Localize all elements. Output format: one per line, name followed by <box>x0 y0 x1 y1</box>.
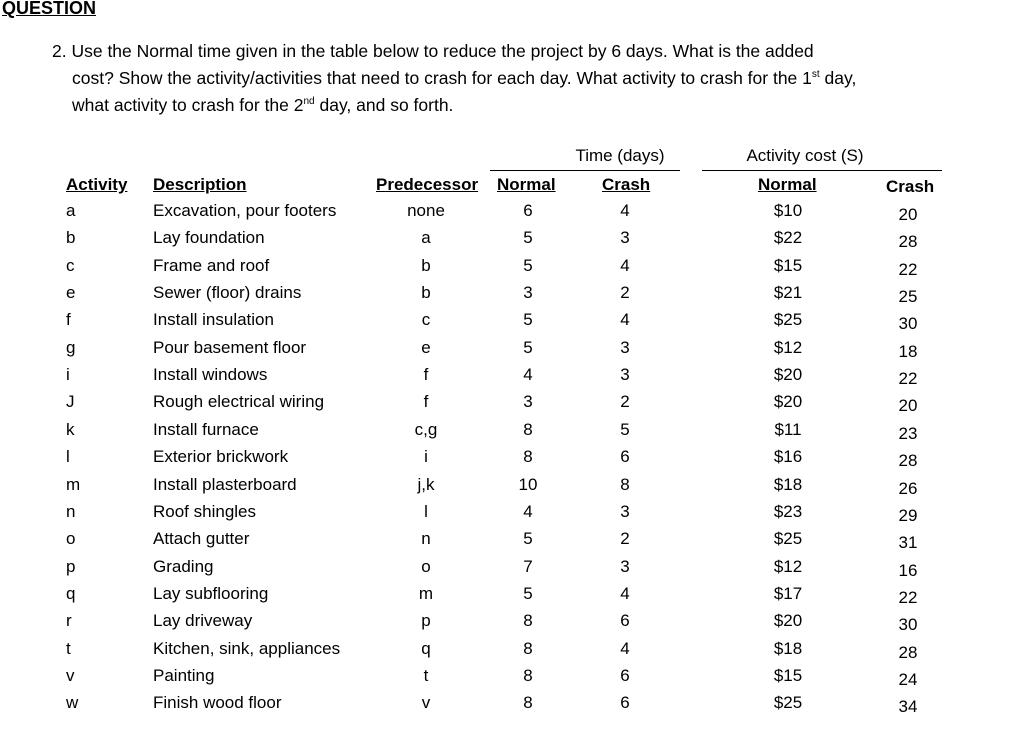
cell-crash-cost: 20 <box>898 396 918 416</box>
question-line-3-text: what activity to crash for the 2 <box>72 95 304 115</box>
cell-activity: q <box>66 583 76 603</box>
table-row <box>0 475 1024 502</box>
cell-normal-cost: $20 <box>773 365 803 385</box>
cell-predecessor: i <box>424 447 428 467</box>
cell-predecessor: none <box>407 201 445 220</box>
table-row <box>0 392 1024 419</box>
cell-activity: o <box>66 529 76 549</box>
cell-crash-time: 6 <box>620 665 630 685</box>
time-group-rule <box>490 170 680 171</box>
cell-description: Kitchen, sink, appliances <box>153 638 341 658</box>
table-row <box>0 365 1024 392</box>
cell-activity: v <box>66 665 75 685</box>
cell-crash-time: 2 <box>620 529 630 549</box>
cell-description: Attach gutter <box>153 529 250 549</box>
cell-crash-cost: 22 <box>898 259 918 279</box>
table-row <box>0 693 1024 720</box>
cell-crash-time: 2 <box>620 283 630 303</box>
cell-crash-time: 6 <box>620 611 630 631</box>
cell-normal-time: 3 <box>523 283 533 303</box>
cell-predecessor: f <box>423 392 429 412</box>
cell-crash-time: 3 <box>620 228 630 248</box>
cell-activity: p <box>66 556 76 576</box>
cell-description: Install windows <box>153 365 268 385</box>
cell-normal-cost: $12 <box>773 337 803 357</box>
cell-description: Pour basement floor <box>153 337 307 357</box>
table-row <box>0 420 1024 447</box>
cell-predecessor: e <box>421 337 431 357</box>
cell-crash-time: 4 <box>620 310 630 330</box>
cell-predecessor: f <box>423 365 429 385</box>
cell-normal-cost: $11 <box>774 419 802 439</box>
cell-predecessor: l <box>424 501 428 521</box>
cell-description: Grading <box>153 556 214 576</box>
question-text <box>52 38 952 119</box>
cell-crash-time: 4 <box>620 201 630 220</box>
cell-normal-cost: $10 <box>773 201 803 220</box>
cell-predecessor: t <box>423 665 429 685</box>
table-row <box>0 447 1024 474</box>
cell-predecessor: o <box>421 556 431 576</box>
cell-crash-cost: 28 <box>898 451 918 471</box>
cell-activity: n <box>66 501 76 521</box>
cell-description: Frame and roof <box>153 255 270 275</box>
cell-normal-cost: $23 <box>773 501 803 521</box>
table-row <box>0 338 1024 365</box>
cell-description: Sewer (floor) drains <box>153 283 302 303</box>
cell-normal-time: 8 <box>523 693 533 713</box>
cell-crash-cost: 23 <box>898 423 918 443</box>
cell-crash-cost: 29 <box>898 505 918 525</box>
table-row <box>0 310 1024 337</box>
cell-crash-cost: 31 <box>898 533 918 553</box>
table-row <box>0 611 1024 638</box>
cell-crash-cost: 22 <box>898 369 918 389</box>
cell-normal-time: 8 <box>523 419 533 439</box>
cell-activity: k <box>66 419 75 439</box>
cell-normal-cost: $16 <box>773 447 803 467</box>
cell-normal-time: 5 <box>523 583 533 603</box>
cell-activity: a <box>66 201 76 220</box>
question-line-2-tail: day, <box>819 68 857 88</box>
cell-predecessor: b <box>421 255 431 275</box>
cell-normal-cost: $18 <box>773 474 803 494</box>
cell-activity: t <box>66 638 71 658</box>
cell-normal-cost: $25 <box>773 529 803 549</box>
cell-predecessor: n <box>421 529 431 549</box>
cell-normal-time: 5 <box>523 529 533 549</box>
cell-normal-cost: $12 <box>773 556 803 576</box>
cell-normal-time: 3 <box>523 392 533 412</box>
table-row <box>0 557 1024 584</box>
cell-description: Lay driveway <box>153 611 253 631</box>
cell-normal-cost: $18 <box>773 638 803 658</box>
cell-normal-cost: $20 <box>773 392 803 412</box>
cell-predecessor: a <box>421 228 431 248</box>
cell-crash-cost: 34 <box>898 697 918 717</box>
cell-normal-time: 5 <box>523 228 533 248</box>
cell-normal-cost: $21 <box>773 283 803 303</box>
cell-description: Exterior brickwork <box>153 447 289 467</box>
cell-description: Rough electrical wiring <box>153 392 325 412</box>
cell-normal-time: 4 <box>523 501 533 521</box>
table-row <box>0 639 1024 666</box>
cell-crash-cost: 28 <box>898 232 918 252</box>
cell-activity: J <box>66 392 75 412</box>
cell-normal-cost: $25 <box>773 693 803 713</box>
cell-description: Lay foundation <box>153 228 265 248</box>
cell-normal-time: 8 <box>523 638 533 658</box>
cell-normal-cost: $20 <box>773 611 803 631</box>
cell-crash-time: 4 <box>620 255 630 275</box>
cell-activity: l <box>66 447 70 467</box>
cell-predecessor: c <box>421 310 431 330</box>
question-line-3 <box>52 92 952 119</box>
table-row <box>0 584 1024 611</box>
col-header-predecessor: Predecessor <box>376 175 479 194</box>
cell-crash-cost: 24 <box>898 669 918 689</box>
cell-crash-time: 3 <box>620 365 630 385</box>
cell-normal-time: 10 <box>518 474 538 494</box>
table-row <box>0 529 1024 556</box>
cell-crash-cost: 20 <box>898 205 918 224</box>
cell-predecessor: j,k <box>417 474 435 494</box>
cell-description: Install insulation <box>153 310 274 330</box>
cell-crash-cost: 25 <box>898 287 918 307</box>
cell-normal-time: 5 <box>523 310 533 330</box>
col-header-normal-cost: Normal <box>758 175 817 194</box>
cell-predecessor: b <box>421 283 431 303</box>
cell-description: Install plasterboard <box>153 474 297 494</box>
cell-normal-time: 8 <box>523 611 533 631</box>
cell-activity: f <box>66 310 71 330</box>
col-header-normal-time: Normal <box>497 175 556 194</box>
cost-group-header: Activity cost (S) <box>746 146 864 165</box>
cell-activity: w <box>66 693 79 713</box>
question-line-1: 2. Use the Normal time given in the table below to reduce the project by 6 days. What is the added <box>52 41 814 61</box>
cell-description: Install furnace <box>153 419 259 439</box>
question-line-3-tail: day, and so forth. <box>314 95 454 115</box>
table-row <box>0 502 1024 529</box>
cell-activity: i <box>66 365 70 385</box>
cell-description: Roof shingles <box>153 501 257 521</box>
cell-normal-cost: $25 <box>773 310 803 330</box>
cell-activity: m <box>66 474 81 494</box>
cell-normal-time: 5 <box>523 337 533 357</box>
cell-description: Lay subflooring <box>153 583 269 603</box>
cell-crash-cost: 30 <box>898 314 918 334</box>
cell-normal-time: 4 <box>523 365 533 385</box>
table-row <box>0 666 1024 693</box>
table-row <box>0 256 1024 283</box>
page-heading: QUESTION <box>2 0 97 18</box>
cell-predecessor: q <box>421 638 431 658</box>
cell-description: Excavation, pour footers <box>153 201 337 220</box>
cell-crash-time: 8 <box>620 474 630 494</box>
cell-normal-time: 6 <box>523 201 533 220</box>
question-line-2-text: cost? Show the activity/activities that need to crash for each day. What activity to crash for the 1 <box>72 68 812 88</box>
cell-activity: c <box>66 255 75 275</box>
cell-crash-cost: 16 <box>898 560 918 580</box>
cell-crash-time: 4 <box>620 583 630 603</box>
cell-predecessor: c,g <box>414 419 438 439</box>
cell-crash-time: 4 <box>620 638 630 658</box>
col-header-description: Description <box>153 175 247 194</box>
cell-predecessor: p <box>421 611 431 631</box>
cell-crash-time: 3 <box>620 501 630 521</box>
cell-crash-cost: 28 <box>898 642 918 662</box>
cell-crash-time: 6 <box>620 693 630 713</box>
ordinal-suffix-2nd: nd <box>303 96 315 107</box>
cost-group-rule <box>702 170 942 171</box>
question-line-2 <box>52 65 952 92</box>
cell-crash-cost: 26 <box>898 478 918 498</box>
cell-crash-cost: 30 <box>898 615 918 635</box>
cell-crash-time: 2 <box>620 392 630 412</box>
cell-normal-cost: $15 <box>773 665 803 685</box>
cell-crash-time: 3 <box>620 556 630 576</box>
cell-activity: b <box>66 228 76 248</box>
cell-description: Finish wood floor <box>153 693 282 713</box>
cell-predecessor: m <box>418 583 434 603</box>
cell-activity: g <box>66 337 76 357</box>
col-header-crash-cost: Crash <box>886 177 935 196</box>
col-header-activity: Activity <box>66 175 128 194</box>
cell-normal-time: 7 <box>523 556 533 576</box>
cell-crash-time: 5 <box>620 419 630 439</box>
table-row <box>0 201 1024 228</box>
cell-predecessor: v <box>421 693 431 713</box>
cell-normal-time: 8 <box>523 447 533 467</box>
cell-normal-time: 8 <box>523 665 533 685</box>
cell-crash-cost: 22 <box>898 587 918 607</box>
cell-description: Painting <box>153 665 215 685</box>
cell-normal-cost: $17 <box>773 583 803 603</box>
cell-crash-cost: 18 <box>898 341 918 361</box>
col-header-crash-time: Crash <box>602 175 651 194</box>
cell-crash-time: 6 <box>620 447 630 467</box>
table-row <box>0 283 1024 310</box>
cell-normal-cost: $22 <box>773 228 803 248</box>
cell-activity: e <box>66 283 76 303</box>
table-row <box>0 228 1024 255</box>
cell-normal-time: 5 <box>523 255 533 275</box>
cell-crash-time: 3 <box>620 337 630 357</box>
cell-normal-cost: $15 <box>773 255 803 275</box>
ordinal-suffix-1st: st <box>811 69 820 80</box>
cell-activity: r <box>66 611 72 631</box>
time-group-header: Time (days) <box>575 146 665 165</box>
